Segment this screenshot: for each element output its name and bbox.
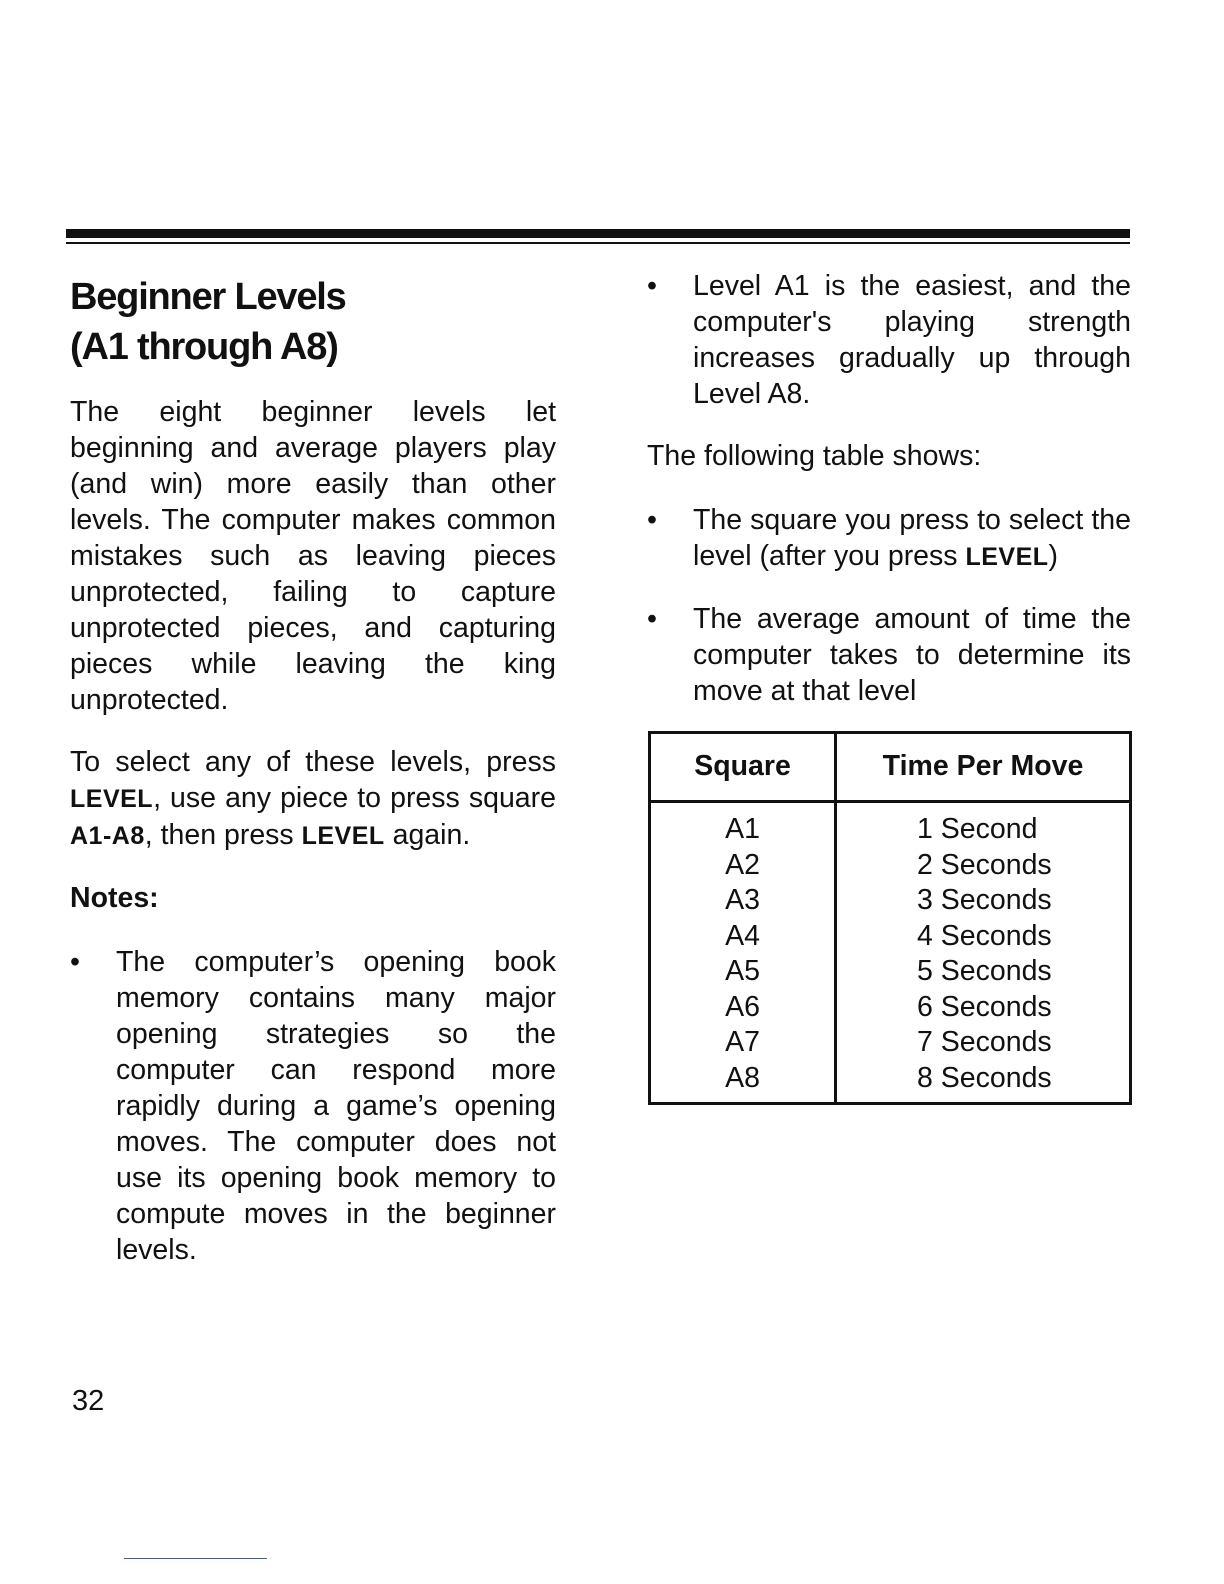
section-heading [70, 272, 556, 372]
footer-line [124, 1558, 267, 1559]
cell-square: A3 [725, 884, 760, 916]
cell-time: 4 Seconds [917, 919, 1052, 952]
cell-time: 1 Second [917, 813, 1038, 845]
select-paragraph [70, 744, 556, 854]
table-row [651, 919, 1129, 955]
cell-square: A4 [725, 919, 760, 952]
heading-line-1: Beginner Levels [70, 276, 346, 318]
page-number: 32 [72, 1385, 105, 1417]
cell-time: 6 Seconds [917, 990, 1052, 1023]
cell-time: 8 Seconds [917, 1061, 1052, 1094]
table-row [651, 848, 1129, 884]
right-column [647, 268, 1131, 735]
table-row [651, 954, 1129, 990]
table-row [651, 812, 1129, 848]
shows-item-time [647, 601, 1131, 709]
table-row [651, 990, 1129, 1026]
note-text: The computer’s opening book memory contains many major opening strategies so the computer can respond more rapidly during a game’s opening moves. The computer does not use its opening book memory to compute moves in the beginner levels. [116, 946, 556, 1266]
shows-text-1-end: ) [1048, 540, 1059, 572]
cell-square: A7 [725, 1026, 760, 1058]
notes-list [70, 944, 556, 1268]
select-text-4: again. [384, 819, 471, 851]
note-item [70, 944, 556, 1268]
level-key-label-2: LEVEL [301, 822, 385, 850]
cell-time: 3 Seconds [917, 884, 1052, 916]
header-rule-thin [66, 242, 1130, 244]
level-key-label: LEVEL [70, 785, 154, 813]
level-key-label-3: LEVEL [965, 543, 1049, 571]
header-time-per-move: Time Per Move [882, 750, 1084, 782]
notes-list-continued [647, 268, 1131, 412]
select-text-2: , use any piece to press square [153, 782, 556, 814]
note-item [647, 268, 1131, 412]
table-row [651, 883, 1129, 919]
cell-square: A6 [725, 990, 760, 1023]
bullet-icon: • [647, 504, 657, 536]
header-rule-thick [66, 229, 1130, 238]
cell-time: 2 Seconds [917, 848, 1052, 881]
table-row [651, 1025, 1129, 1061]
table-row [651, 1061, 1129, 1097]
header-square: Square [694, 750, 791, 782]
note-text: Level A1 is the easiest, and the computer's playing strength increases gradually up through Level A8. [693, 270, 1131, 410]
shows-text-2: The average amount of time the computer takes to determine its move at that level [693, 603, 1131, 707]
square-range-label: A1-A8 [70, 822, 145, 850]
left-column [70, 272, 556, 1294]
shows-text-1: The square you press to select the level (after you press [693, 504, 1131, 572]
cell-square: A5 [725, 955, 760, 987]
notes-title: Notes: [70, 882, 159, 914]
select-text-1: To select any of these levels, press [70, 746, 556, 778]
table-header-row [651, 734, 1129, 803]
shows-item-square [647, 502, 1131, 575]
cell-time: 7 Seconds [917, 1026, 1052, 1058]
heading-line-2: (A1 through A8) [70, 326, 338, 368]
cell-time: 5 Seconds [917, 955, 1052, 987]
bullet-icon: • [647, 270, 657, 302]
table-body [651, 812, 1129, 1096]
bullet-icon: • [647, 603, 657, 635]
cell-square: A8 [725, 1061, 760, 1094]
table-shows-list [647, 502, 1131, 709]
intro-paragraph: The eight beginner levels let beginning and average players play (and win) more easily than other levels. The computer makes common mistakes such as leaving pieces unprotected, failing to capture unprotected pieces, and capturing pieces while leaving the king unprotected. [70, 396, 556, 716]
bullet-icon: • [70, 946, 80, 978]
cell-square: A2 [725, 848, 760, 881]
table-intro: The following table shows: [647, 440, 982, 472]
select-text-3: , then press [144, 819, 302, 851]
level-time-table [648, 731, 1132, 1105]
cell-square: A1 [725, 813, 760, 845]
